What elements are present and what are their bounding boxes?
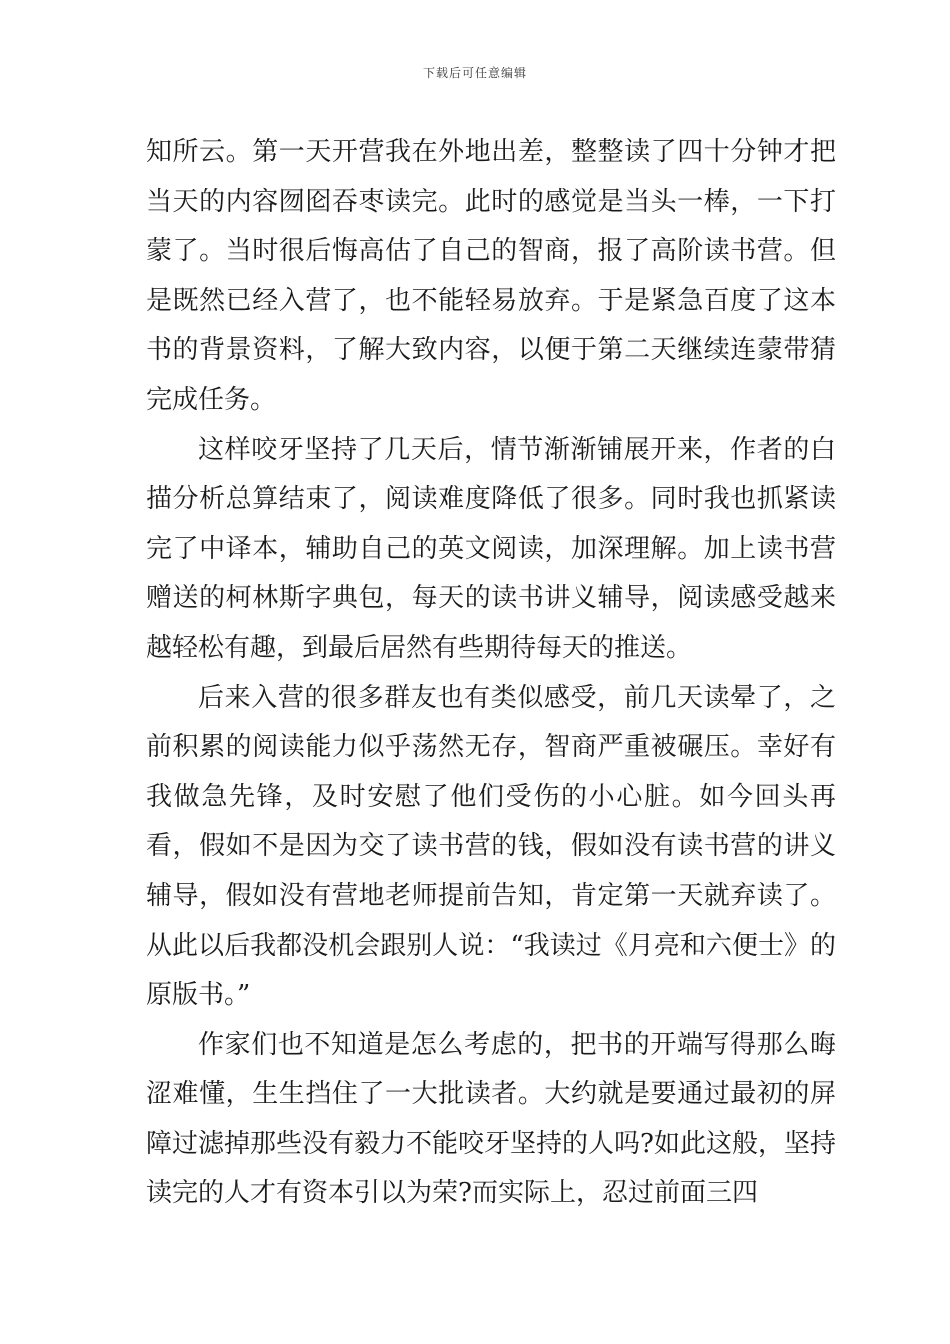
paragraph-2: 这样咬牙坚持了几天后，情节渐渐铺展开来，作者的白描分析总算结束了，阅读难度降低了很多。同时我也抓紧读完了中译本，辅助自己的英文阅读，加深理解。加上读书营赠送的柯林斯字典包，每天的读书讲义辅导，阅读感受越来越轻松有趣，到最后居然有些期待每天的推送。 <box>146 434 836 663</box>
page-header: 下载后可任意编辑 <box>422 66 527 80</box>
paragraph-1: 知所云。第一天开营我在外地出差，整整读了四十分钟才把当天的内容囫囵吞枣读完。此时的感觉是当头一棒，一下打蒙了。当时很后悔高估了自己的智商，报了高阶读书营。但是既然已经入营了，也不能轻易放弃。于是紧急百度了这本书的背景资料，了解大致内容，以便于第二天继续连蒙带猜完成任务。 <box>146 137 836 415</box>
paragraph-3: 后来入营的很多群友也有类似感受，前几天读晕了，之前积累的阅读能力似乎荡然无存，智商严重被碾压。幸好有我做急先锋，及时安慰了他们受伤的小心脏。如今回头再看，假如不是因为交了读书营的钱，假如没有读书营的讲义辅导，假如没有营地老师提前告知，肯定第一天就弃读了。从此以后我都没机会跟别人说：“我读过《月亮和六便士》的原版书。” <box>146 682 836 1011</box>
paragraph-4: 作家们也不知道是怎么考虑的，把书的开端写得那么晦涩难懂，生生挡住了一大批读者。大约就是要通过最初的屏障过滤掉那些没有毅力不能咬牙坚持的人吗?如此这般，坚持读完的人才有资本引以为荣?而实际上，忍过前面三四 <box>146 1029 836 1209</box>
document-body <box>146 128 836 1219</box>
